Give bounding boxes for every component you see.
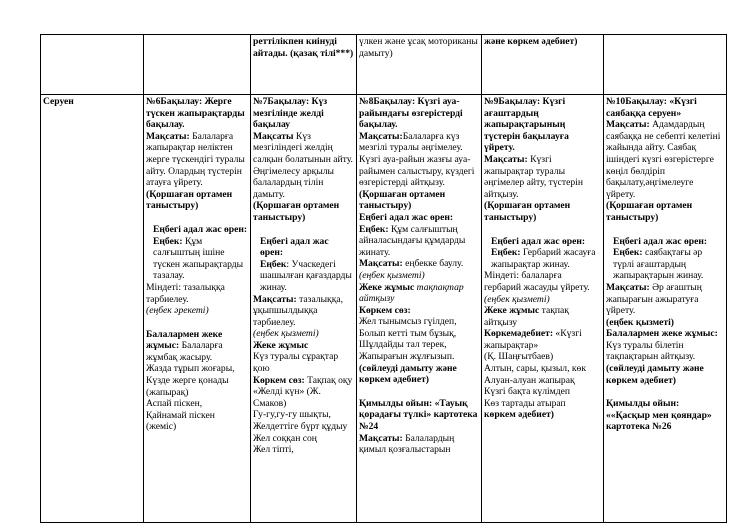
game-text: Қимылды ойын: ««Қасқыр мен қояндар» картотека №26 [606,398,712,433]
individual-work: Жеке жұмыс тақпақ айтқызу [484,305,569,328]
observation-title: №9Бақылау: Күзгі ағаштардың жапырақтарының түстерін бақылауға үйрету. [484,96,569,154]
area-label: (Қоршаған ортамен таныстыру) [484,200,571,223]
goal-text: Мақсаты: Адамдардың саябаққа не себепті келетіні жайында айту. Саябақ ішіндегі күзгі өзгерістерге көңіл бөлдіріп бақылату,әңгімелеуге үйрету. [606,119,721,200]
work-text: Еңбек: Учаскедегі шашылған қағаздарды жинау. [260,258,352,293]
table-cell [482,35,604,95]
observation-title: №6Бақылау: Жерге түскен жапырақтарды бақылау. [146,96,245,131]
observation-title: №10Бақылау: «Күзгі саябаққа серуен» [606,96,697,119]
poem-line: Жапырағын жұлғызып. [359,351,455,363]
area-label: (еңбек қызметі) [606,316,674,328]
poem-line: Алтын, сары, қызыл, көк [484,363,587,375]
poem-line: Алуан-алуан жапырақ [484,374,575,386]
area-label: (Қоршаған ортамен таныстыру) [359,188,446,212]
work-text: Еңбек: Құм салғыштың айналасындағы құмдарды жинату. [359,223,466,258]
work-text: Еңбек: саябақтағы әр түрлі ағаштардың жапырақтарын жинау. [613,247,704,282]
task-text: Міндеті: тазалыққа тәрбиелеу. [146,281,225,305]
area-label: (Қоршаған ортамен таныстыру) [606,200,693,223]
task-note: (еңбек әрекеті) [146,305,209,317]
riddle-line: (жапырақ) [146,386,189,398]
table-cell [357,35,482,95]
cell-text: үлкен және ұсақ моториканы дамыту) [359,36,478,59]
task-text: Міндеті: балаларға гербарий жасауды үйрету. [484,270,590,293]
art-text: Көркем сөз: Тақпақ оқу «Желді күн» (Ж. Смаков) [253,374,353,409]
game-goal: Мақсаты: Балалардың қимыл қозғалыстарын [359,432,455,456]
table-cell [604,35,727,95]
author-text: (Қ. Шаңғытбаев) [484,351,554,363]
observation-cell-6 [144,95,251,523]
work-title: Еңбегі адал жас өрен: [359,211,454,223]
observation-cell-8 [357,95,482,523]
riddle-line: Аспай піскен, [146,398,203,410]
observation-title: №8Бақылау: Күзгі ауа-райындағы өзгерістерді бақылау. [359,96,463,131]
goal-text: Мақсаты: еңбекке баулу. [359,258,464,270]
table-cell [251,35,357,95]
work-text: Еңбек: Құм салғыштың ішіне түскен жапырақтарды тазалау. [153,235,244,282]
art-text: Көркемәдебиет: «Күзгі жапырақтар» [484,328,582,351]
poem-line: Болып кетті тым бұзық, [359,327,457,339]
area-label: көркем әдебиет) [484,409,554,421]
individual-work: Балалармен жеке жұмыс: Балаларға жұмбақ жасыру. [146,328,223,363]
goal-note: (еңбек қызметі) [359,269,425,281]
cell-text: және көркем әдебиет) [484,36,578,47]
individual-work: Жеке жұмыс тақпақтар айтқызу [359,281,464,305]
goal-text: Мақсаты Күз мезгіліндегі желдің салқын болатынын айту. Әңгімелесу арқылы балалардың тілін дамыту. [253,130,353,200]
riddle-line: (жеміс) [146,421,177,433]
art-label: Көркем сөз: [359,304,411,316]
poem-line: Күзгі бақта күлімдеп [484,386,571,398]
area-label: (сөйлеуді дамыту және көркем әдебиет) [606,363,704,386]
area-label: (Қоршаған ортамен таныстыру) [253,200,340,223]
goal-text: Мақсаты: Әр ағаштың жапырағын ажыратуға үйрету. [606,281,702,317]
individual-work-label: Жеке жұмыс [253,339,309,351]
plan-table [40,34,727,523]
individual-work: Күз туралы сұрақтар қою [253,351,339,375]
game-text: Қимылды ойын: «Тауық қорадағы түлкі» картотека №24 [359,397,478,433]
poem-line: Жел тынымсыз гүілдеп, [359,316,457,328]
table-row [41,95,727,523]
goal-note: (еңбек қызметі) [253,328,319,340]
riddle-line: Қайнамай піскен [146,409,215,421]
table-cell [41,35,144,95]
goal-text: Мақсаты:Балаларға күз мезгілі туралы әңгімелеу. Күзгі ауа-райын жазғы ауа-райымен салыстыру, күздегі өзгерістерді айтқызу. [359,130,475,189]
poem-line: Шұлдайды тал терек, [359,339,447,351]
poem-line: Жел тіпті, [253,444,294,456]
observation-cell-9 [482,95,604,523]
row-label: Серуен [43,96,74,107]
table-row [41,35,727,95]
work-title: Еңбегі адал жас өрен: [491,235,586,247]
area-label: (Қоршаған ортамен таныстыру) [146,188,233,212]
goal-text: Мақсаты: тазалыққа, ұқыпшылдыққа тәрбиелеу. [253,293,344,328]
riddle-line: Жазда тұрып жоғары, [146,363,235,375]
goal-text: Мақсаты: Балаларға жапырақтар неліктен жерге түскендігі туралы айту. Олардың түстерін атауға үйрету. [146,130,245,189]
poem-line: Желдеттіге бүрт құдыу [253,421,348,433]
task-note: (еңбек қызметі) [484,293,550,305]
row-label-cell [41,95,144,523]
work-title: Еңбегі адал жас өрен: [153,223,248,235]
observation-cell-10 [604,95,727,523]
observation-cell-7 [251,95,357,523]
goal-text: Мақсаты: Күзгі жапырақтар туралы әңгімелер айту, түстерін айтқызу. [484,153,583,200]
observation-title: №7Бақылау: Күз мезгілінде желді бақылау [253,96,328,131]
table-cell [144,35,251,95]
work-title: Еңбегі адал жас өрен: [260,235,329,259]
cell-text: реттілікпен киінуді айтады. (қазақ тілі***) [253,36,354,59]
work-title: Еңбегі адал жас өрен: [613,235,708,247]
poem-line: Гу-гу,гу-гу шықты, [253,409,331,421]
poem-line: Жел соққан соң [253,432,317,444]
poem-line: Көз тартады атырап [484,397,566,409]
work-text: Еңбек: Гербарий жасауға жапырақтар жинау. [491,247,596,270]
area-label: (сөйлеуді дамыту және көркем әдебиет) [359,362,457,386]
riddle-line: Күзде жерге қонады [146,375,229,387]
individual-work: Балалармен жеке жұмыс: Күз туралы білетін тақпақтарын айтқызу. [606,328,718,363]
